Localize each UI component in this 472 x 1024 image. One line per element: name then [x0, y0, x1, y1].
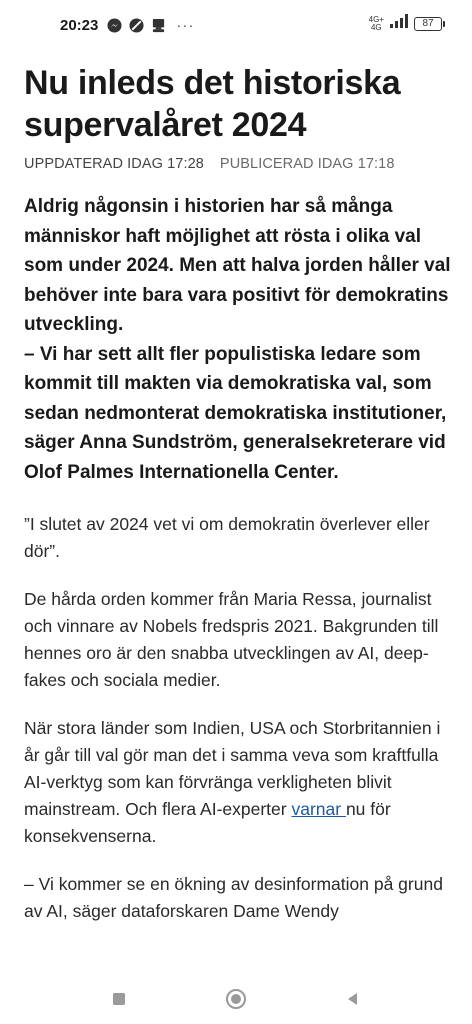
varnar-link[interactable]: varnar — [291, 799, 346, 819]
back-button[interactable] — [338, 984, 368, 1014]
paragraph-3-text-end: nu för konsekvenserna. — [24, 799, 391, 846]
article-headline: Nu inleds det historiska supervalåret 2024 — [24, 64, 401, 144]
more-notifications: ··· — [176, 17, 195, 34]
status-time: 20:23 — [60, 17, 99, 34]
status-bar — [0, 0, 472, 52]
notification-icon — [150, 18, 166, 34]
home-button[interactable] — [221, 984, 251, 1014]
home-icon — [225, 988, 247, 1010]
navigation-bar — [0, 974, 472, 1024]
network-top: 4G+ — [368, 14, 384, 24]
body-paragraph-1: ”I slutet av 2024 vet vi om demokratin överlever eller dör”. — [24, 514, 430, 561]
body-paragraph-4: – Vi kommer se en ökning av desinformation på grund av AI, säger dataforskaren Dame Wendy — [24, 874, 443, 921]
lead-quote: – Vi har sett allt fler populistiska ledare som kommit till makten via demokratiska val, som sedan nedmonterat demokratiska institutioner, säger Anna Sundström, generalsekreterare vid Olof Palmes Internationella Center. — [24, 343, 447, 483]
recents-button[interactable] — [104, 984, 134, 1014]
recents-icon — [112, 992, 126, 1006]
updated-timestamp: UPPDATERAD IDAG 17:28 — [24, 156, 204, 172]
status-right — [369, 14, 442, 33]
body-paragraph-2: De hårda orden kommer från Maria Ressa, journalist och vinnare av Nobels fredspris 2021. Bakgrunden till hennes oro är den snabba utvecklingen av AI, deep-fakes och sociala medier. — [24, 589, 439, 690]
network-bottom: 4G — [370, 22, 382, 32]
battery-icon: 87 — [414, 17, 442, 31]
signal-icon — [390, 14, 408, 33]
article-lead — [24, 192, 454, 487]
back-icon — [345, 991, 361, 1007]
lead-paragraph: Aldrig någonsin i historien har så många människor haft möjlighet att rösta i olika val som under 2024. Men att halva jorden håller val behöver inte bara vara positivt för demokratins utveckling. — [24, 196, 451, 335]
body-paragraph-3 — [24, 715, 454, 850]
status-left — [60, 17, 194, 34]
paragraph-3-text-start: När stora länder som Indien, USA och Storbritannien i år går till val gör man det i samma veva som kraftfulla AI-verktyg som kan förvränga verkligheten blivit mainstream. Och flera AI-experter — [24, 718, 441, 819]
messenger-icon — [106, 18, 122, 34]
published-timestamp: PUBLICERAD IDAG 17:18 — [219, 156, 395, 172]
article-body — [24, 511, 454, 925]
blocked-icon — [128, 18, 144, 34]
article-meta — [24, 156, 454, 172]
article — [24, 62, 454, 946]
network-label — [369, 16, 384, 32]
